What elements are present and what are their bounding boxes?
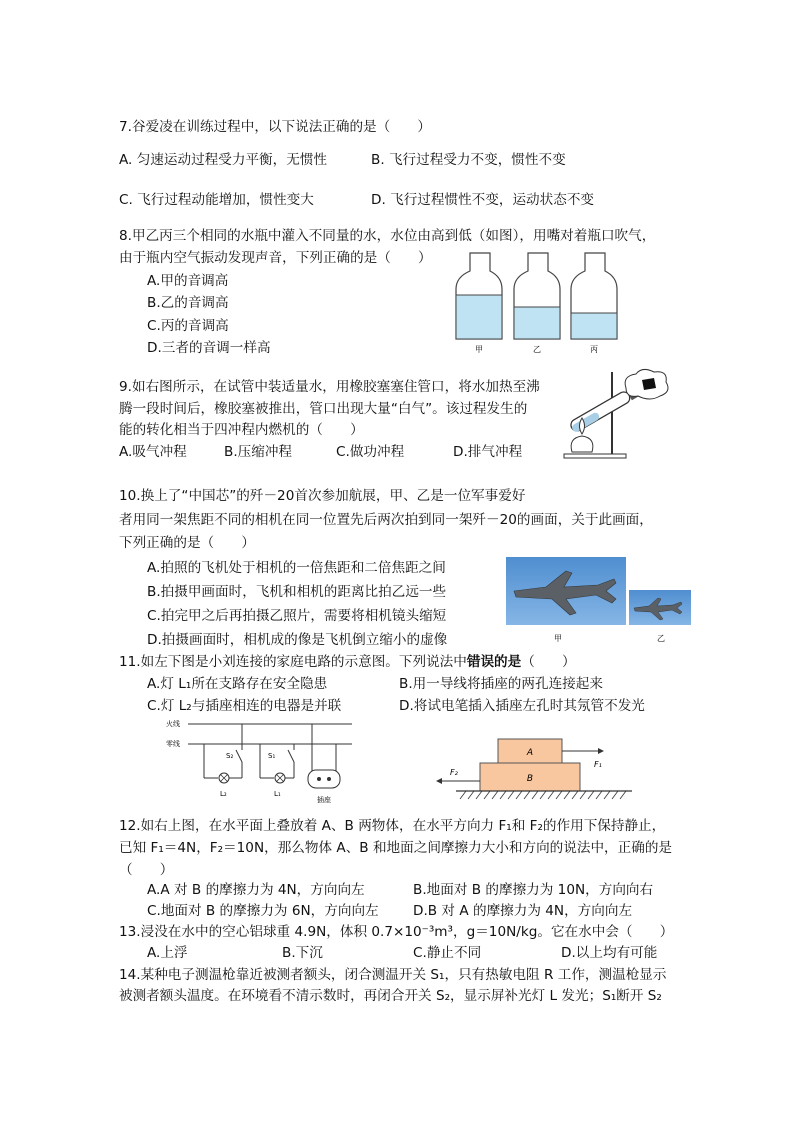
block-a-label: A bbox=[526, 748, 534, 758]
q13-option-c: C.静止不同 bbox=[413, 945, 482, 961]
q10-stem-line3: 下列正确的是（ ） bbox=[119, 535, 255, 551]
bottle-jia bbox=[456, 253, 502, 339]
q13-stem: 13.浸没在水中的空心铝球重 4.9N，体积 0.7×10⁻³m³，g＝10N/kg。它在水中会（ ） bbox=[119, 924, 674, 940]
q13-option-d: D.以上均有可能 bbox=[561, 945, 658, 961]
f2-label: F₂ bbox=[450, 768, 458, 777]
q10-stem-line1: 10.换上了“中国芯”的歼－20首次参加航展，甲、乙是一位军事爱好 bbox=[119, 488, 526, 504]
q8-option-c: C.丙的音调高 bbox=[147, 318, 229, 334]
q8-option-a: A.甲的音调高 bbox=[147, 273, 229, 289]
block-b-label: B bbox=[526, 774, 534, 784]
q8-option-d: D.三者的音调一样高 bbox=[147, 340, 271, 356]
photo-jia bbox=[506, 557, 626, 625]
socket bbox=[308, 770, 340, 788]
q10-option-b: B.拍摄甲画面时，飞机和相机的距离比拍乙远一些 bbox=[147, 584, 447, 600]
q7-option-b: B. 飞行过程受力不变，惯性不变 bbox=[371, 152, 566, 168]
q10-option-c: C.拍完甲之后再拍摄乙照片，需要将相机镜头缩短 bbox=[147, 608, 447, 624]
bottle-label-jia: 甲 bbox=[475, 345, 483, 354]
q11-option-a: A.灯 L₁所在支路存在安全隐患 bbox=[147, 676, 328, 692]
q12-option-b: B.地面对 B 的摩擦力为 10N，方向向右 bbox=[413, 882, 654, 898]
live-wire-label: 火线 bbox=[166, 720, 180, 728]
q11-stem-post: （ ） bbox=[521, 654, 576, 670]
switch-s1 bbox=[288, 750, 294, 762]
q8-stem-line1: 8.甲乙丙三个相同的水瓶中灌入不同量的水，水位由高到低（如图），用嘴对着瓶口吹气， bbox=[119, 228, 656, 244]
q11-stem-pre: 11.如左下图是小刘连接的家庭电路的示意图。下列说法中 bbox=[119, 654, 467, 670]
q12-option-d: D.B 对 A 的摩擦力为 4N，方向向左 bbox=[413, 903, 633, 919]
q12-stem-line2: 已知 F₁＝4N，F₂＝10N，那么物体 A、B 和地面之间摩擦力大小和方向的说法中，正确的是 bbox=[119, 840, 673, 856]
q9-stem-line1: 9.如右图所示，在试管中装适量水，用橡胶塞塞住管口，将水加热至沸 bbox=[119, 379, 540, 395]
q12-option-c: C.地面对 B 的摩擦力为 6N，方向向左 bbox=[147, 903, 379, 919]
photo-label-jia: 甲 bbox=[554, 634, 562, 643]
neutral-wire-label: 零线 bbox=[166, 740, 180, 748]
q9-option-b: B.压缩冲程 bbox=[224, 444, 293, 460]
q11-stem-bold: 错误的是 bbox=[466, 654, 522, 670]
photo-yi bbox=[629, 590, 691, 625]
q8-stem-line2: 由于瓶内空气振动发现声音，下列正确的是（ ） bbox=[119, 250, 432, 266]
l1-label: L₁ bbox=[274, 790, 281, 798]
q11-stem bbox=[119, 653, 576, 671]
q7-option-a: A. 匀速运动过程受力平衡，无惯性 bbox=[119, 152, 328, 168]
q12-stem-line1: 12.如右上图，在水平面上叠放着 A、B 两物体，在水平方向力 F₁和 F₂的作用下保持静止， bbox=[119, 818, 666, 834]
q9-stem-line3: 能的转化相当于四冲程内燃机的（ ） bbox=[119, 422, 364, 438]
q14-line1: 14.某种电子测温枪靠近被测者额头，闭合测温开关 S₁，只有热敏电阻 R 工作，测温枪显示 bbox=[119, 967, 667, 983]
q7-option-c: C. 飞行过程动能增加，惯性变大 bbox=[119, 192, 314, 208]
q9-option-c: C.做功冲程 bbox=[336, 444, 405, 460]
q13-option-b: B.下沉 bbox=[282, 945, 323, 961]
q11-option-c: C.灯 L₂与插座相连的电器是并联 bbox=[147, 698, 342, 714]
q14-line2: 被测者额头温度。在环境看不清示数时，再闭合开关 S₂，显示屏补光灯 L 发光；S₁断开 S₂ bbox=[119, 988, 662, 1004]
q10-option-a: A.拍照的飞机处于相机的一倍焦距和二倍焦距之间 bbox=[147, 560, 446, 576]
switch-s2 bbox=[236, 750, 242, 762]
q8-option-b: B.乙的音调高 bbox=[147, 295, 229, 311]
s1-label: S₁ bbox=[268, 752, 276, 760]
bottle-label-bing: 丙 bbox=[590, 345, 598, 354]
test-tube-figure bbox=[546, 366, 676, 466]
q9-option-d: D.排气冲程 bbox=[453, 444, 523, 460]
q9-stem-line2: 腾一段时间后，橡胶塞被推出，管口出现大量“白气”。该过程发生的 bbox=[119, 401, 528, 417]
q10-option-d: D.拍摄画面时，相机成的像是飞机倒立缩小的虚像 bbox=[147, 632, 448, 648]
q12-option-a: A.A 对 B 的摩擦力为 4N，方向向左 bbox=[147, 882, 365, 898]
q11-option-d: D.将试电笔插入插座左孔时其氖管不发光 bbox=[399, 698, 645, 714]
blocks-figure bbox=[430, 733, 640, 813]
q13-option-a: A.上浮 bbox=[147, 945, 188, 961]
bottle-yi bbox=[514, 253, 560, 339]
jet-photos-figure bbox=[506, 557, 696, 649]
f1-label: F₁ bbox=[594, 760, 602, 769]
q10-stem-line2: 者用同一架焦距不同的相机在同一位置先后两次拍到同一架歼－20的画面，关于此画面， bbox=[119, 512, 653, 528]
socket-label: 插座 bbox=[317, 796, 331, 804]
q7-option-d: D. 飞行过程惯性不变，运动状态不变 bbox=[371, 192, 595, 208]
l2-label: L₂ bbox=[220, 790, 227, 798]
q7-stem: 7.谷爱凌在训练过程中，以下说法正确的是（ ） bbox=[119, 119, 432, 135]
q11-option-b: B.用一导线将插座的两孔连接起来 bbox=[399, 676, 603, 692]
q12-stem-line3: （ ） bbox=[119, 862, 174, 878]
bottles-figure bbox=[445, 247, 645, 357]
circuit-figure bbox=[162, 716, 362, 812]
bottle-label-yi: 乙 bbox=[533, 345, 541, 354]
photo-label-yi: 乙 bbox=[657, 634, 665, 643]
q9-option-a: A.吸气冲程 bbox=[119, 444, 187, 460]
s2-label: S₂ bbox=[226, 752, 234, 760]
bottle-bing bbox=[571, 253, 617, 339]
